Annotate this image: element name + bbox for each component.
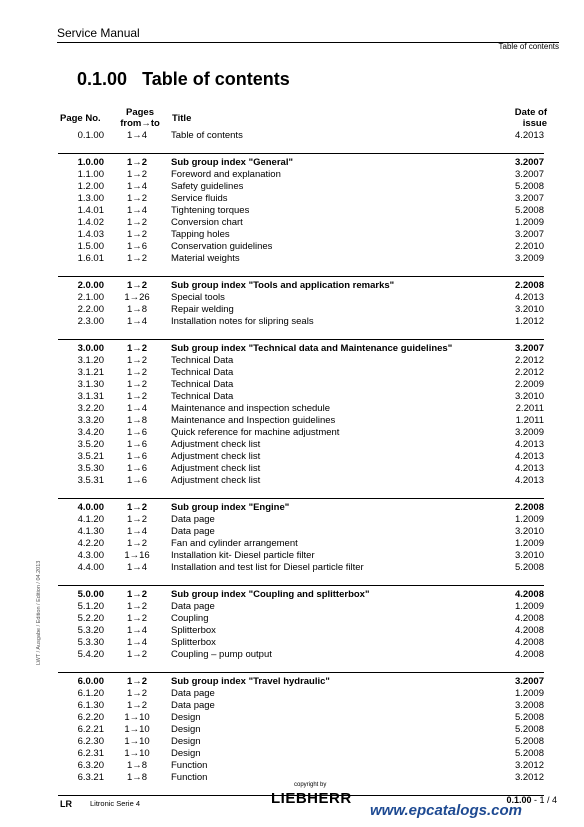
toc-title: Safety guidelines: [171, 181, 244, 192]
toc-pages: 1→2: [126, 676, 148, 687]
toc-pages: 1→6: [126, 241, 148, 252]
toc-page-no: 4.0.00: [77, 502, 104, 513]
toc-date: 3.2009: [514, 253, 544, 264]
group-separator: [58, 328, 544, 340]
toc-pages: 1→8: [126, 772, 148, 783]
toc-date: 1.2009: [514, 688, 544, 699]
toc-pages: 1→10: [124, 748, 150, 759]
toc-title: Sub group index "Coupling and splitterbox": [171, 589, 370, 600]
toc-title: Conversion chart: [171, 217, 243, 228]
toc-page-no: 6.2.21: [77, 724, 104, 735]
toc-pages: 1→10: [124, 736, 150, 747]
toc-date: 3.2012: [514, 760, 544, 771]
toc-pages: 1→8: [126, 304, 148, 315]
toc-pages: 1→4: [126, 637, 148, 648]
toc-date: 4.2013: [514, 292, 544, 303]
toc-title: Conservation guidelines: [171, 241, 273, 252]
toc-pages: 1→2: [126, 193, 148, 204]
toc-page-no: 6.2.20: [77, 712, 104, 723]
toc-page-no: 3.1.21: [77, 367, 104, 378]
group-separator: [58, 574, 544, 586]
toc-title: Table of contents: [171, 130, 243, 141]
toc-pages: 1→2: [126, 514, 148, 525]
toc-row: [58, 367, 544, 379]
toc-row: [58, 475, 544, 487]
toc-title: Material weights: [171, 253, 240, 264]
toc-title: Sub group index "Technical data and Maintenance guidelines": [171, 343, 453, 354]
toc-row: [58, 130, 544, 142]
toc-row: [58, 562, 544, 574]
separator-cell: [58, 487, 544, 499]
toc-page-no: 5.0.00: [77, 589, 104, 600]
toc-pages: 1→2: [126, 253, 148, 264]
column-header-date-line2: issue: [522, 118, 547, 129]
toc-date: 3.2007: [514, 193, 544, 204]
column-header-pages: [118, 107, 162, 129]
separator-cell: [58, 574, 544, 586]
toc-date: 2.2011: [515, 403, 544, 414]
toc-date: 5.2008: [514, 724, 544, 735]
toc-row: [58, 304, 544, 316]
toc-pages: 1→4: [126, 526, 148, 537]
toc-title: Coupling – pump output: [171, 649, 272, 660]
toc-pages: 1→8: [126, 760, 148, 771]
separator-cell: [58, 265, 544, 277]
toc-title: Technical Data: [171, 379, 234, 390]
toc-pages: 1→2: [126, 280, 148, 291]
separator-cell: [58, 328, 544, 340]
document-title: [77, 69, 290, 90]
toc-title: Maintenance and Inspection guidelines: [171, 415, 336, 426]
toc-pages: 1→8: [126, 415, 148, 426]
toc-pages: 1→2: [126, 589, 148, 600]
toc-row: [58, 760, 544, 772]
toc-title: Function: [171, 760, 208, 771]
edition-side-text: LWT / Ausgabe / Edition / Edition / 04.2013: [36, 560, 42, 665]
toc-date: 3.2009: [514, 427, 544, 438]
toc-pages: 1→2: [126, 502, 148, 513]
toc-page-no: 6.2.30: [77, 736, 104, 747]
toc-row: [58, 463, 544, 475]
toc-date: 3.2007: [514, 676, 544, 687]
toc-page-no: 6.3.21: [77, 772, 104, 783]
toc-row: [58, 415, 544, 427]
toc-pages: 1→2: [126, 649, 148, 660]
toc-page-no: 5.4.20: [77, 649, 104, 660]
toc-title: Data page: [171, 700, 215, 711]
toc-pages: 1→2: [126, 601, 148, 612]
toc-date: 3.2007: [514, 157, 544, 168]
toc-pages: 1→2: [126, 379, 148, 390]
toc-title: Sub group index "Engine": [171, 502, 290, 513]
toc-page-no: 6.0.00: [77, 676, 104, 687]
footer-page-number: 0.1.00: [506, 795, 532, 805]
toc-pages: 1→2: [126, 688, 148, 699]
toc-row: [58, 241, 544, 253]
toc-page-no: 6.3.20: [77, 760, 104, 771]
toc-pages: 1→4: [126, 316, 148, 327]
toc-title: Sub group index "General": [171, 157, 293, 168]
toc-date: 4.2008: [514, 625, 544, 636]
toc-table: [58, 130, 544, 796]
footer-lr: LR: [60, 799, 72, 809]
toc-title: Splitterbox: [171, 637, 216, 648]
toc-title: Data page: [171, 688, 215, 699]
toc-date: 1.2012: [514, 316, 544, 327]
toc-page-no: 3.5.31: [77, 475, 104, 486]
toc-date: 5.2008: [514, 205, 544, 216]
toc-pages: 1→6: [126, 463, 148, 474]
toc-date: 5.2008: [514, 562, 544, 573]
toc-row: [58, 205, 544, 217]
column-header-page-no: Page No.: [60, 113, 101, 124]
toc-group-row: [58, 589, 544, 601]
toc-date: 4.2008: [514, 649, 544, 660]
header-title: Service Manual: [57, 26, 140, 40]
toc-pages: 1→4: [126, 403, 148, 414]
toc-row: [58, 526, 544, 538]
toc-group-row: [58, 280, 544, 292]
toc-date: 5.2008: [514, 712, 544, 723]
toc-page-no: 1.6.01: [77, 253, 104, 264]
toc-pages: 1→16: [124, 550, 150, 561]
toc-row: [58, 688, 544, 700]
toc-row: [58, 391, 544, 403]
toc-page-no: 3.1.20: [77, 355, 104, 366]
toc-pages: 1→2: [126, 355, 148, 366]
toc-pages: 1→6: [126, 439, 148, 450]
toc-title: Repair welding: [171, 304, 234, 315]
toc-row: [58, 217, 544, 229]
toc-page-no: 1.1.00: [77, 169, 104, 180]
toc-date: 2.2012: [514, 367, 544, 378]
toc-row: [58, 625, 544, 637]
toc-group-row: [58, 676, 544, 688]
toc-date: 2.2010: [514, 241, 544, 252]
toc-title: Tapping holes: [171, 229, 230, 240]
toc-page-no: 1.4.01: [77, 205, 104, 216]
toc-title: Data page: [171, 514, 215, 525]
toc-row: [58, 193, 544, 205]
toc-pages: 1→2: [126, 391, 148, 402]
toc-title: Technical Data: [171, 355, 234, 366]
toc-date: 4.2008: [514, 613, 544, 624]
toc-title: Adjustment check list: [171, 451, 261, 462]
toc-page-no: 2.0.00: [77, 280, 104, 291]
toc-date: 4.2013: [514, 475, 544, 486]
separator-cell: [58, 142, 544, 154]
toc-pages: 1→2: [126, 157, 148, 168]
toc-page-no: 3.5.21: [77, 451, 104, 462]
toc-title: Technical Data: [171, 367, 234, 378]
toc-page-no: 1.5.00: [77, 241, 104, 252]
toc-title: Design: [171, 748, 201, 759]
toc-pages: 1→10: [124, 724, 150, 735]
toc-title: Design: [171, 724, 201, 735]
toc-date: 3.2010: [514, 304, 544, 315]
column-header-date: [515, 107, 547, 129]
toc-pages: 1→2: [126, 343, 148, 354]
toc-date: 4.2013: [514, 439, 544, 450]
toc-title: Adjustment check list: [171, 475, 261, 486]
toc-date: 2.2008: [514, 502, 544, 513]
toc-title: Design: [171, 712, 201, 723]
toc-page-no: 5.2.20: [77, 613, 104, 624]
toc-page-no: 3.3.20: [77, 415, 104, 426]
toc-date: 4.2008: [514, 589, 544, 600]
toc-row: [58, 403, 544, 415]
toc-pages: 1→10: [124, 712, 150, 723]
column-header-date-line1: Date of: [514, 107, 547, 118]
toc-page-no: 6.1.20: [77, 688, 104, 699]
toc-row: [58, 355, 544, 367]
toc-title: Function: [171, 772, 208, 783]
group-separator: [58, 142, 544, 154]
toc-page-no: 1.3.00: [77, 193, 104, 204]
toc-page-no: 1.2.00: [77, 181, 104, 192]
toc-group-row: [58, 502, 544, 514]
toc-page-no: 5.3.20: [77, 625, 104, 636]
toc-title: Data page: [171, 526, 215, 537]
toc-date: 3.2010: [514, 550, 544, 561]
toc-page-no: 4.2.20: [77, 538, 104, 549]
toc-row: [58, 316, 544, 328]
copyright-label: copyright by: [294, 782, 327, 788]
toc-group-row: [58, 157, 544, 169]
toc-page-no: 3.2.20: [77, 403, 104, 414]
toc-page-no: 2.2.00: [77, 304, 104, 315]
toc-pages: 1→2: [126, 613, 148, 624]
toc-title: Quick reference for machine adjustment: [171, 427, 340, 438]
toc-title: Adjustment check list: [171, 439, 261, 450]
toc-page-no: 6.2.31: [77, 748, 104, 759]
toc-title: Fan and cylinder arrangement: [171, 538, 298, 549]
toc-row: [58, 169, 544, 181]
toc-date: 4.2013: [514, 130, 544, 141]
separator-cell: [58, 661, 544, 673]
toc-row: [58, 649, 544, 661]
toc-page-no: 5.1.20: [77, 601, 104, 612]
toc-row: [58, 181, 544, 193]
toc-page-no: 1.4.03: [77, 229, 104, 240]
toc-pages: 1→6: [126, 451, 148, 462]
toc-page-no: 3.4.20: [77, 427, 104, 438]
toc-title: Splitterbox: [171, 625, 216, 636]
toc-page-no: 4.3.00: [77, 550, 104, 561]
toc-row: [58, 253, 544, 265]
toc-date: 2.2009: [514, 379, 544, 390]
toc-date: 3.2008: [514, 700, 544, 711]
toc-page-no: 4.4.00: [77, 562, 104, 573]
toc-row: [58, 736, 544, 748]
group-separator: [58, 487, 544, 499]
toc-date: 2.2008: [514, 280, 544, 291]
toc-date: 2.2012: [514, 355, 544, 366]
toc-page-no: 1.4.02: [77, 217, 104, 228]
toc-pages: 1→4: [126, 205, 148, 216]
toc-date: 1.2009: [514, 217, 544, 228]
column-header-pages-line1: Pages: [126, 107, 154, 118]
toc-row: [58, 712, 544, 724]
toc-page-no: 3.1.30: [77, 379, 104, 390]
toc-row: [58, 439, 544, 451]
toc-pages: 1→2: [126, 538, 148, 549]
toc-page-no: 2.1.00: [77, 292, 104, 303]
toc-pages: 1→2: [126, 229, 148, 240]
toc-pages: 1→4: [126, 181, 148, 192]
toc-pages: 1→6: [126, 475, 148, 486]
toc-row: [58, 427, 544, 439]
toc-date: 4.2013: [514, 451, 544, 462]
toc-page-no: 5.3.30: [77, 637, 104, 648]
toc-body: [58, 130, 544, 796]
watermark-link[interactable]: www.epcatalogs.com: [370, 802, 522, 819]
toc-pages: 1→4: [126, 562, 148, 573]
group-separator: [58, 265, 544, 277]
document-number: 0.1.00: [77, 69, 128, 89]
toc-page-no: 4.1.30: [77, 526, 104, 537]
toc-row: [58, 292, 544, 304]
toc-date: 5.2008: [514, 748, 544, 759]
toc-page-no: 6.1.30: [77, 700, 104, 711]
toc-page-no: 4.1.20: [77, 514, 104, 525]
toc-pages: 1→2: [126, 169, 148, 180]
toc-date: 3.2012: [514, 772, 544, 783]
toc-row: [58, 700, 544, 712]
footer-page-of: - 1 / 4: [533, 795, 557, 805]
toc-row: [58, 514, 544, 526]
toc-row: [58, 601, 544, 613]
toc-page-no: 3.1.31: [77, 391, 104, 402]
toc-date: 3.2010: [514, 526, 544, 537]
toc-title: Installation kit- Diesel particle filter: [171, 550, 315, 561]
toc-title: Design: [171, 736, 201, 747]
toc-row: [58, 748, 544, 760]
toc-date: 3.2007: [514, 169, 544, 180]
toc-page-no: 2.3.00: [77, 316, 104, 327]
toc-title: Installation notes for slipring seals: [171, 316, 314, 327]
header-rule: [57, 42, 559, 43]
toc-title: Sub group index "Tools and application remarks": [171, 280, 395, 291]
toc-page-no: 1.0.00: [77, 157, 104, 168]
toc-pages: 1→4: [126, 130, 148, 141]
toc-date: 4.2008: [514, 637, 544, 648]
toc-date: 1.2009: [514, 601, 544, 612]
toc-pages: 1→2: [126, 217, 148, 228]
toc-date: 4.2013: [514, 463, 544, 474]
toc-title: Installation and test list for Diesel particle filter: [171, 562, 364, 573]
toc-pages: 1→6: [126, 427, 148, 438]
toc-date: 3.2007: [514, 229, 544, 240]
liebherr-logo: LIEBHERR: [271, 790, 352, 807]
toc-title: Maintenance and inspection schedule: [171, 403, 330, 414]
toc-pages: 1→2: [126, 367, 148, 378]
toc-title: Service fluids: [171, 193, 228, 204]
toc-date: 3.2007: [514, 343, 544, 354]
toc-title: Coupling: [171, 613, 209, 624]
toc-title: Data page: [171, 601, 215, 612]
toc-page-no: 0.1.00: [77, 130, 104, 141]
toc-date: 1.2009: [514, 514, 544, 525]
toc-row: [58, 451, 544, 463]
toc-group-row: [58, 343, 544, 355]
toc-date: 1.2009: [514, 538, 544, 549]
toc-pages: 1→26: [124, 292, 150, 303]
toc-row: [58, 613, 544, 625]
document-title-text: Table of contents: [142, 69, 290, 89]
toc-page-no: 3.5.30: [77, 463, 104, 474]
toc-pages: 1→2: [126, 700, 148, 711]
toc-date: 5.2008: [514, 181, 544, 192]
column-header-pages-line2: from→to: [120, 118, 160, 129]
footer-series: Litronic Serie 4: [90, 799, 141, 808]
toc-page-no: 3.0.00: [77, 343, 104, 354]
header-subtitle: Table of contents: [498, 42, 559, 51]
toc-row: [58, 550, 544, 562]
toc-title: Technical Data: [171, 391, 234, 402]
toc-date: 3.2010: [514, 391, 544, 402]
toc-title: Foreword and explanation: [171, 169, 281, 180]
toc-row: [58, 229, 544, 241]
toc-title: Special tools: [171, 292, 225, 303]
toc-pages: 1→4: [126, 625, 148, 636]
toc-row: [58, 724, 544, 736]
toc-page-no: 3.5.20: [77, 439, 104, 450]
toc-row: [58, 538, 544, 550]
toc-title: Sub group index "Travel hydraulic": [171, 676, 330, 687]
toc-row: [58, 379, 544, 391]
toc-title: Adjustment check list: [171, 463, 261, 474]
toc-date: 5.2008: [514, 736, 544, 747]
group-separator: [58, 661, 544, 673]
toc-date: 1.2011: [515, 415, 544, 426]
toc-row: [58, 637, 544, 649]
toc-title: Tightening torques: [171, 205, 250, 216]
column-header-title: Title: [172, 113, 192, 124]
